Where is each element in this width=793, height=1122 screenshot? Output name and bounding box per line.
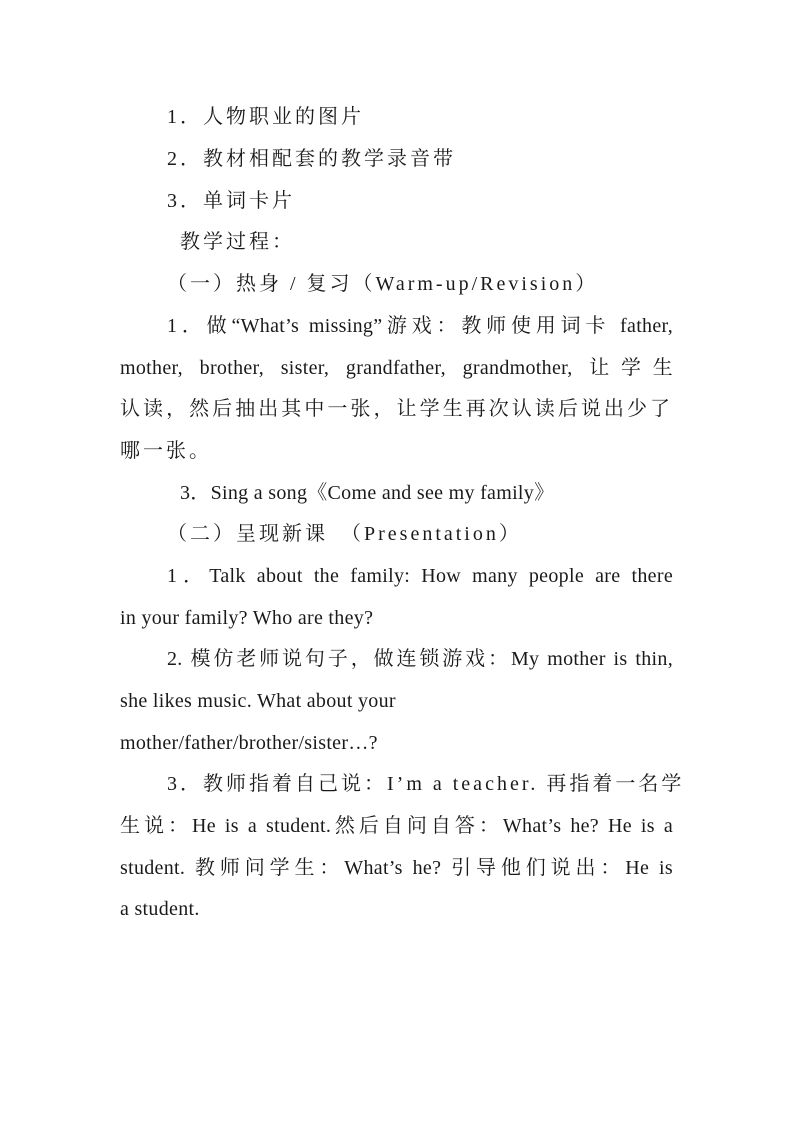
section-warmup-heading: （一）热身 / 复习（Warm-up/Revision） <box>167 273 599 295</box>
section-presentation-heading: （二）呈现新课 （Presentation） <box>167 523 522 545</box>
material-item-3: 3．单词卡片 <box>167 190 295 212</box>
presentation-item-2-line-3: mother/father/brother/sister…? <box>120 732 378 754</box>
presentation-item-3-line-1: 3．教师指着自己说：I’m a teacher. 再指着一名学 <box>167 773 685 795</box>
presentation-item-3-line-4: a student. <box>120 898 200 920</box>
material-item-2: 2．教材相配套的教学录音带 <box>167 148 456 170</box>
warmup-item-1-line-4: 哪一张。 <box>120 440 212 462</box>
presentation-item-3-line-2: 生说：He is a student.然后自问自答：What’s he? He is a <box>120 815 673 837</box>
warmup-item-3: 3．Sing a song《Come and see my family》 <box>180 482 555 504</box>
warmup-item-1-line-2: mother, brother, sister, grandfather, grandmother, 让学生 <box>120 357 673 379</box>
material-item-1: 1．人物职业的图片 <box>167 106 364 128</box>
presentation-item-1-line-1: 1．Talk about the family: How many people are there <box>167 565 673 587</box>
warmup-item-1-line-1: 1．做“What’s missing”游戏：教师使用词卡 father, <box>167 315 673 337</box>
teaching-process-heading: 教学过程： <box>180 231 295 253</box>
presentation-item-2-line-1: 2. 模仿老师说句子，做连锁游戏：My mother is thin, <box>167 648 673 670</box>
warmup-item-1-line-3: 认读，然后抽出其中一张，让学生再次认读后说出少了 <box>120 398 673 420</box>
presentation-item-3-line-3: student. 教师问学生：What’s he? 引导他们说出：He is <box>120 857 673 879</box>
presentation-item-2-line-2: she likes music. What about your <box>120 690 396 712</box>
presentation-item-1-line-2: in your family? Who are they? <box>120 607 374 629</box>
